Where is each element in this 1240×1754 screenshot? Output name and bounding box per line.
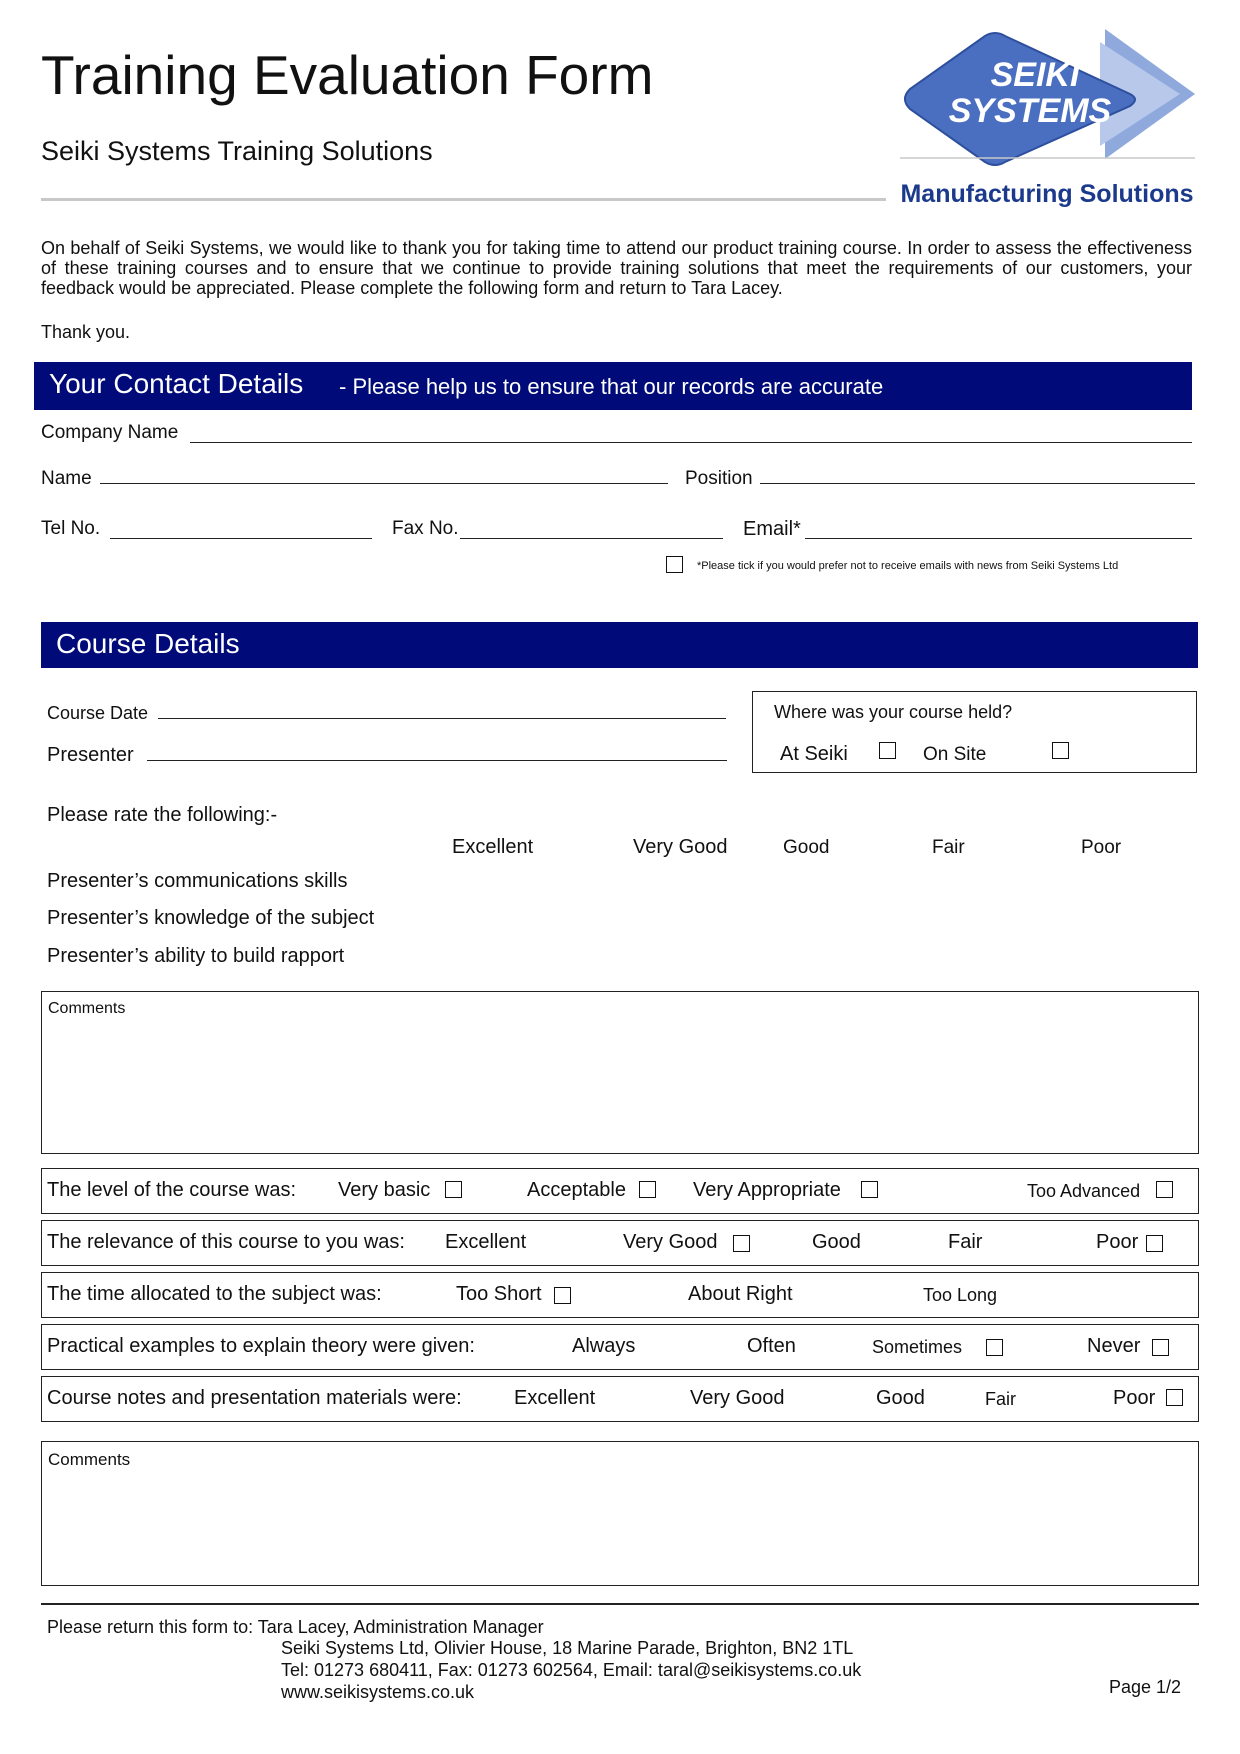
course-notes-question: Course notes and presentation materials were: bbox=[47, 1387, 462, 1409]
footer-address: Seiki Systems Ltd, Olivier House, 18 Marine Parade, Brighton, BN2 1TL bbox=[281, 1638, 854, 1658]
course-relevance-question: The relevance of this course to you was: bbox=[47, 1231, 405, 1253]
position-label: Position bbox=[685, 468, 753, 489]
course-heading: Course Details bbox=[56, 628, 240, 659]
intro-paragraph: On behalf of Seiki Systems, we would like to thank you for taking time to attend our product training course. In order to assess the effectiveness of these training courses and to ensure that we continue to provide training solutions that meet the requirements of our customers, your feedback would be appreciated. Please complete the following form and return to Tara Lacey. bbox=[41, 238, 1192, 298]
presenter-field[interactable] bbox=[147, 760, 727, 761]
level-too-advanced-checkbox[interactable] bbox=[1156, 1181, 1173, 1198]
course-relevance-row bbox=[41, 1220, 1199, 1266]
fax-label: Fax No. bbox=[392, 518, 459, 539]
company-name-field[interactable] bbox=[190, 442, 1192, 443]
practical-often-label: Often bbox=[747, 1335, 796, 1357]
comments-label-2: Comments bbox=[48, 1450, 131, 1469]
rating-header-poor: Poor bbox=[1081, 837, 1122, 858]
level-acceptable-checkbox[interactable] bbox=[639, 1181, 656, 1198]
course-notes-row bbox=[41, 1376, 1199, 1422]
logo-text-seiki: SEIKI bbox=[990, 56, 1080, 94]
notes-very-good-label: Very Good bbox=[690, 1387, 785, 1409]
page-number: Page 1/2 bbox=[1109, 1677, 1182, 1697]
company-name-label: Company Name bbox=[41, 422, 179, 443]
logo-tagline: Manufacturing Solutions bbox=[900, 180, 1194, 208]
comments-label-1: Comments bbox=[48, 1000, 126, 1017]
seiki-logo bbox=[895, 24, 1200, 214]
page-title: Training Evaluation Form bbox=[41, 44, 654, 106]
practical-sometimes-label: Sometimes bbox=[872, 1337, 963, 1357]
practical-examples-question: Practical examples to explain theory were given: bbox=[47, 1335, 475, 1357]
relevance-poor-label: Poor bbox=[1096, 1231, 1139, 1253]
notes-poor-checkbox[interactable] bbox=[1166, 1389, 1183, 1406]
level-too-advanced-label: Too Advanced bbox=[1027, 1181, 1141, 1201]
footer-website: www.seikisystems.co.uk bbox=[281, 1682, 475, 1702]
rate-item-knowledge: Presenter’s knowledge of the subject bbox=[47, 907, 375, 929]
email-label: Email* bbox=[743, 518, 801, 540]
course-details-header bbox=[41, 622, 1198, 668]
time-too-short-label: Too Short bbox=[456, 1283, 542, 1305]
tel-field[interactable] bbox=[110, 538, 372, 539]
on-site-label: On Site bbox=[923, 744, 987, 765]
course-level-row bbox=[41, 1168, 1199, 1214]
practical-always-label: Always bbox=[572, 1335, 636, 1357]
practical-never-checkbox[interactable] bbox=[1152, 1339, 1169, 1356]
notes-excellent-label: Excellent bbox=[514, 1387, 596, 1409]
relevance-very-good-checkbox[interactable] bbox=[733, 1235, 750, 1252]
name-label: Name bbox=[41, 468, 92, 489]
footer-contact: Tel: 01273 680411, Fax: 01273 602564, Email: taral@seikisystems.co.uk bbox=[281, 1660, 862, 1680]
notes-fair-label: Fair bbox=[985, 1389, 1016, 1409]
tel-label: Tel No. bbox=[41, 518, 101, 539]
email-optout-checkbox[interactable] bbox=[666, 556, 683, 573]
level-acceptable-label: Acceptable bbox=[527, 1179, 626, 1201]
course-location-question: Where was your course held? bbox=[774, 702, 1013, 722]
course-level-question: The level of the course was: bbox=[47, 1179, 297, 1201]
level-very-basic-checkbox[interactable] bbox=[445, 1181, 462, 1198]
level-very-appropriate-checkbox[interactable] bbox=[861, 1181, 878, 1198]
rating-header-excellent: Excellent bbox=[452, 836, 534, 858]
time-allocated-question: The time allocated to the subject was: bbox=[47, 1283, 382, 1305]
comments-box-2[interactable] bbox=[41, 1441, 1199, 1586]
course-location-box bbox=[752, 691, 1197, 773]
at-seiki-label: At Seiki bbox=[780, 743, 848, 765]
on-site-checkbox[interactable] bbox=[1052, 742, 1069, 759]
contact-heading: Your Contact Details bbox=[49, 368, 304, 399]
relevance-fair-label: Fair bbox=[948, 1231, 983, 1253]
title-divider bbox=[41, 198, 886, 201]
relevance-excellent-label: Excellent bbox=[445, 1231, 527, 1253]
level-very-appropriate-label: Very Appropriate bbox=[693, 1179, 841, 1201]
rating-header-good: Good bbox=[783, 837, 830, 858]
contact-subheading: - Please help us to ensure that our records are accurate bbox=[339, 374, 884, 399]
email-field[interactable] bbox=[805, 538, 1192, 539]
rate-item-communication: Presenter’s communications skills bbox=[47, 870, 348, 892]
email-optout-note: *Please tick if you would prefer not to receive emails with news from Seiki Systems Ltd bbox=[697, 560, 1119, 572]
rating-header-very-good: Very Good bbox=[633, 836, 728, 858]
logo-text-systems: SYSTEMS bbox=[948, 92, 1112, 130]
relevance-poor-checkbox[interactable] bbox=[1146, 1235, 1163, 1252]
comments-box-1[interactable] bbox=[41, 991, 1199, 1154]
relevance-very-good-label: Very Good bbox=[623, 1231, 718, 1253]
time-too-long-label: Too Long bbox=[923, 1285, 998, 1305]
rate-item-rapport: Presenter’s ability to build rapport bbox=[47, 945, 345, 967]
practical-examples-row bbox=[41, 1324, 1199, 1370]
page-subtitle: Seiki Systems Training Solutions bbox=[41, 136, 433, 166]
fax-field[interactable] bbox=[460, 538, 723, 539]
time-about-right-label: About Right bbox=[688, 1283, 793, 1305]
rating-header-fair: Fair bbox=[932, 837, 965, 858]
contact-details-header bbox=[34, 362, 1192, 410]
time-too-short-checkbox[interactable] bbox=[554, 1287, 571, 1304]
practical-sometimes-checkbox[interactable] bbox=[986, 1339, 1003, 1356]
at-seiki-checkbox[interactable] bbox=[879, 742, 896, 759]
time-allocated-row bbox=[41, 1272, 1199, 1318]
footer-return-to: Please return this form to: Tara Lacey, Administration Manager bbox=[47, 1617, 544, 1637]
level-very-basic-label: Very basic bbox=[338, 1179, 431, 1201]
thanks-text: Thank you. bbox=[41, 322, 131, 342]
presenter-label: Presenter bbox=[47, 744, 134, 766]
name-field[interactable] bbox=[100, 483, 668, 484]
practical-never-label: Never bbox=[1087, 1335, 1141, 1357]
notes-poor-label: Poor bbox=[1113, 1387, 1156, 1409]
rate-prompt: Please rate the following:- bbox=[47, 804, 278, 826]
footer-divider bbox=[41, 1603, 1199, 1605]
course-date-label: Course Date bbox=[47, 703, 149, 723]
notes-good-label: Good bbox=[876, 1387, 925, 1409]
course-date-field[interactable] bbox=[158, 718, 726, 719]
relevance-good-label: Good bbox=[812, 1231, 861, 1253]
position-field[interactable] bbox=[760, 483, 1195, 484]
